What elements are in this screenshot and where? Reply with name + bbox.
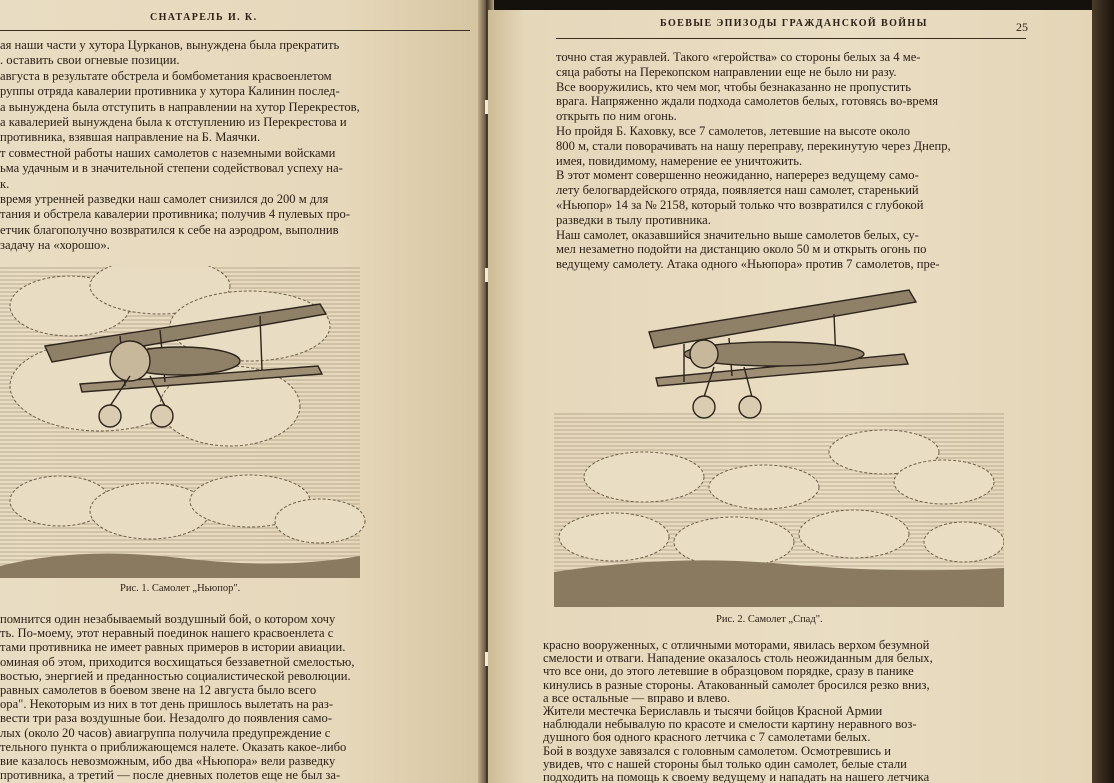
- text-line: 800 м, стали поворачивать на нашу переправу, перекинутую через Днепр,: [556, 138, 951, 153]
- text-line: В этот момент совершенно неожиданно, наперерез ведущему само-: [556, 168, 919, 183]
- text-line: врага. Напряженно ждали подхода самолетов белых, готовясь во-время: [556, 94, 939, 109]
- text-line: лету белогвардейского отряда, появляется наш самолет, старенький: [556, 183, 919, 198]
- text-line: сяца работы на Перекопском направлении еще не было ни разу.: [556, 64, 897, 79]
- text-line: ть. По-моему, этот неравный поединок нашего красвоенлета с: [0, 626, 334, 641]
- text-line: лых (около 20 часов) авиагруппа получила предупреждение с: [0, 725, 331, 740]
- text-line: тами противника не имеет равных примеров в истории авиации.: [0, 640, 346, 655]
- header-rule: [0, 30, 470, 31]
- text-line: мел незаметно подойти на дистанцию около 50 м и открыть огонь по: [556, 242, 927, 257]
- text-line: ведущему самолету. Атака одного «Ньюпора» против 7 самолетов, пре-: [556, 257, 940, 272]
- text-line: . оставить свои огневые позиции.: [0, 53, 180, 68]
- text-line: вести три раза воздушные бои. Незадолго до появления само-: [0, 711, 333, 726]
- page-header: БОЕВЫЕ ЭПИЗОДЫ ГРАЖДАНСКОЙ ВОЙНЫ: [660, 18, 928, 29]
- text-line: душного боя одного красного летчика с 7 самолетами белых.: [543, 730, 871, 745]
- text-line: противника, взявшая направление на Б. Маячки.: [0, 130, 261, 145]
- text-line: а вынуждена была отступить в направлении на хутор Перекрестов,: [0, 99, 360, 114]
- text-line: к.: [0, 176, 10, 191]
- text-line: августа в результате обстрела и бомбометания красвоенлетом: [0, 68, 332, 83]
- text-line: етчик благополучно возвратился к себе на аэродром, выполнив: [0, 222, 339, 237]
- text-line: что все они, до этого летевшие в образцовом порядке, сразу в панике: [543, 664, 914, 679]
- text-line: кинулись в разные стороны. Атакованный самолет бросился резко вниз,: [543, 677, 930, 692]
- text-line: Но пройдя Б. Каховку, все 7 самолетов, летевшие на высоте около: [556, 124, 911, 138]
- text-line: Все вооружились, кто чем мог, чтобы безнаказанно не пропустить: [556, 79, 911, 94]
- text-line: руппы отряда кавалерии противника у хутора Калинин послед-: [0, 84, 340, 99]
- left-page: [0, 0, 486, 783]
- text-line: задачу на «хорошо».: [0, 238, 110, 253]
- text-line: ая наши части у хутора Цурканов, вынуждена была прекратить: [0, 38, 340, 52]
- text-line: красно вооруженных, с отличными моторами, явилась верхом безумной: [543, 638, 930, 652]
- text-line: противника, а третий — после дневных полетов еще не был за-: [0, 768, 341, 783]
- text-line: Наш самолет, оказавшийся значительно выше самолетов белых, су-: [556, 227, 919, 242]
- text-line: открыть по ним огонь.: [556, 109, 677, 124]
- illustration-nieuport: [0, 266, 470, 578]
- text-line: Жители местечка Бериславль и тысячи бойцов Красной Армии: [543, 704, 883, 718]
- text-line: разведки в тылу противника.: [556, 212, 711, 227]
- text-line: тания и обстрела кавалерии противника; получив 4 пулевых про-: [0, 207, 351, 222]
- text-line: имея, повидимому, намерение ее уничтожить.: [556, 153, 803, 168]
- text-line: помнится один незабываемый воздушный бой, о котором хочу: [0, 612, 336, 626]
- text-line: а все остальные — вправо и влево.: [543, 690, 731, 705]
- text-line: наблюдали небывалую по красоте и смелости картину неравного воз-: [543, 717, 917, 732]
- text-line: Бой в воздухе завязался с головным самолетом. Осмотревшись и: [543, 743, 891, 758]
- right-page: [488, 10, 1092, 783]
- text-line: подходить на помощь к своему ведущему и нападать на нашего летчика: [543, 770, 930, 783]
- figure-caption: Рис. 2. Самолет „Спад".: [716, 614, 823, 625]
- text-line: т совместной работы наших самолетов с наземными войсками: [0, 145, 336, 160]
- text-line: увидев, что с нашей стороны был только один самолет, белые стали: [543, 756, 907, 771]
- text-line: востью, энергией и преданностью социалистической революции.: [0, 668, 351, 683]
- text-line: «Ньюпор» 14 за № 2158, который только что возвратился с глубокой: [556, 198, 924, 212]
- figure-caption: Рис. 1. Самолет „Ньюпор".: [120, 583, 241, 594]
- illustration-spad: [554, 272, 1004, 607]
- text-line: вие казалось невозможным, ибо два «Ньюпора» вели разведку: [0, 754, 336, 768]
- text-line: равных самолетов в боевом звене на 12 августа было всего: [0, 683, 317, 697]
- text-line: оминая об этом, приходится восхищаться беззаветной смелостью,: [0, 654, 355, 669]
- text-line: а кавалерией вынуждена была к отступлению из Перекрестова и: [0, 115, 347, 129]
- biplane-drawing: [649, 290, 916, 418]
- text-line: ора". Некоторым из них в тот день пришлось вылетать на раз-: [0, 697, 334, 712]
- text-line: точно стая журавлей. Такого «геройства» со стороны белых за 4 ме-: [556, 50, 921, 64]
- page-header: СНАТАРЕЛЬ И. К.: [150, 12, 258, 23]
- text-line: тельного пункта о приближающемся налете. Оказать какое-либо: [0, 739, 347, 754]
- book-edge: [1092, 0, 1114, 783]
- text-line: смелости и отваги. Нападение оказалось столь неожиданным для белых,: [543, 651, 933, 666]
- text-line: ьма удачным и в значительной степени содействовал успеху на-: [0, 161, 343, 176]
- header-rule: [556, 38, 1026, 39]
- text-line: время утренней разведки наш самолет снизился до 200 м для: [0, 192, 329, 206]
- page-number: 25: [1016, 20, 1028, 34]
